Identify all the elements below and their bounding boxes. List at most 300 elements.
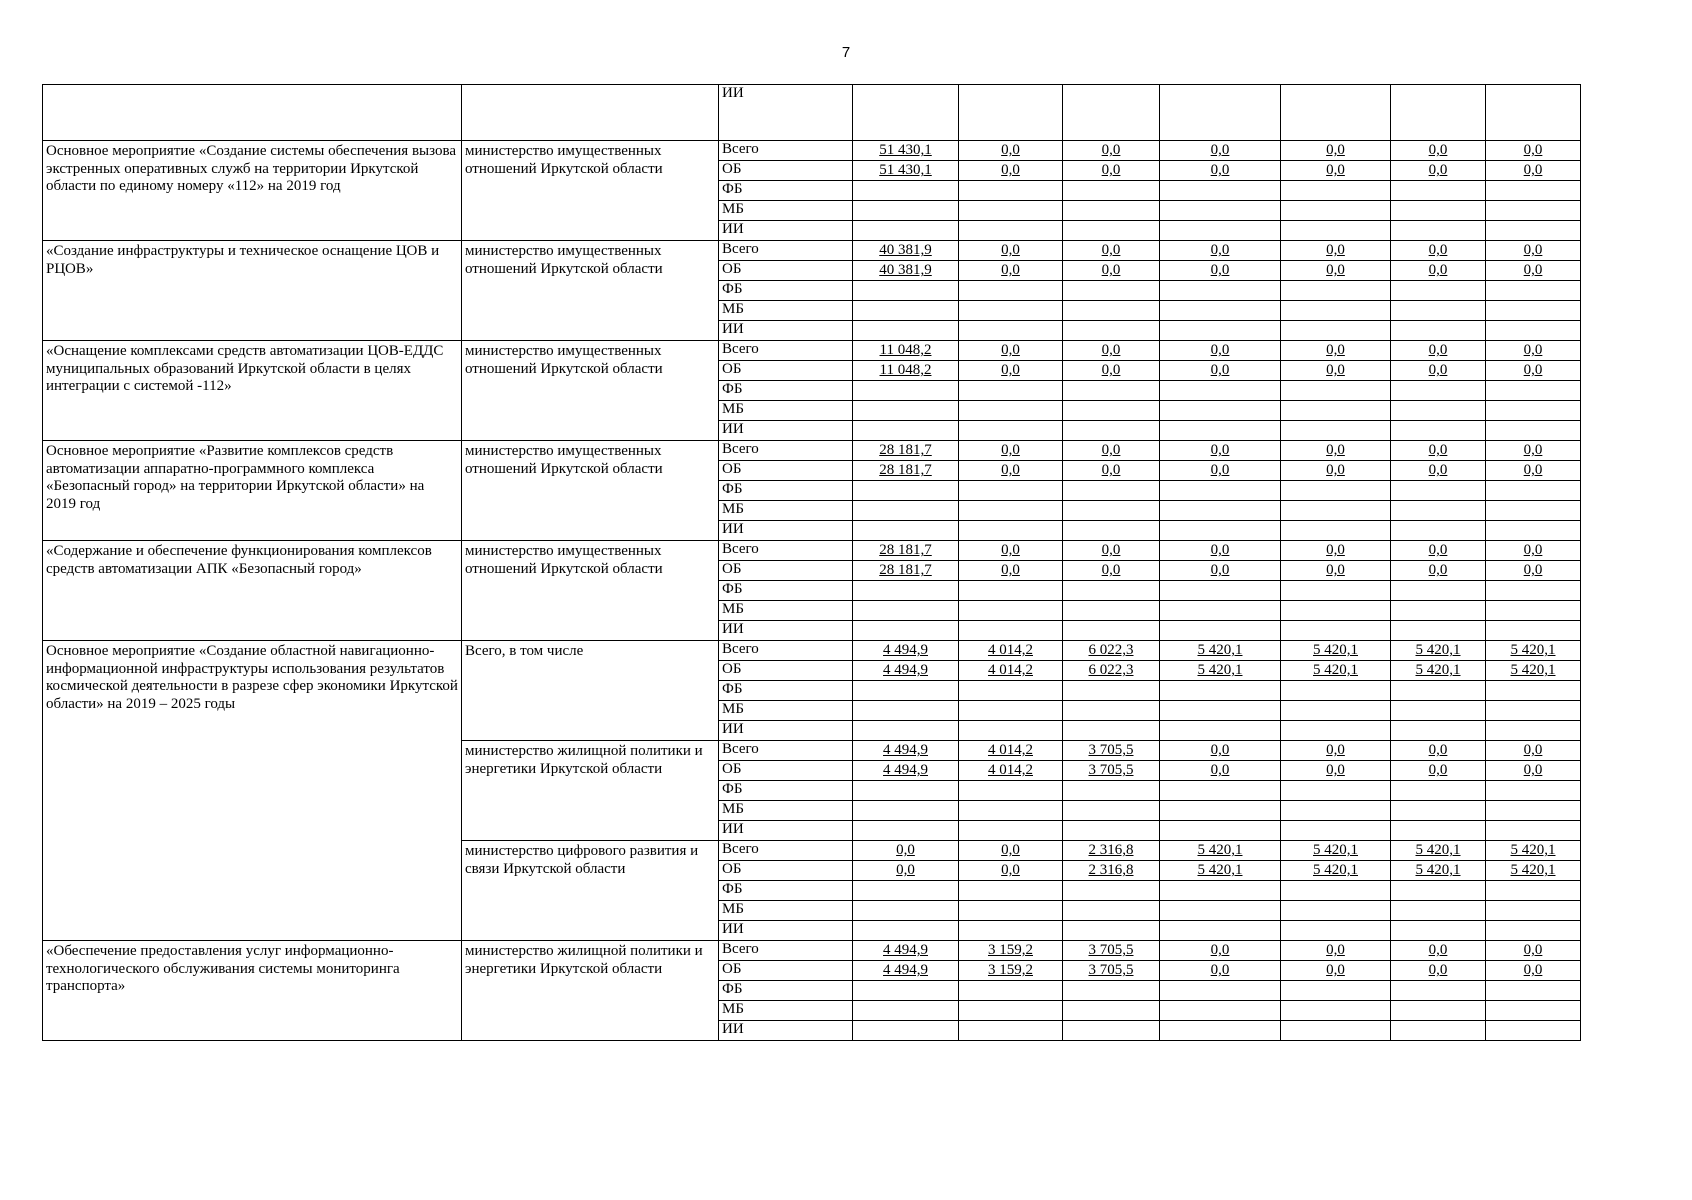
value-cell: [1160, 581, 1281, 601]
value-cell: 0,0: [1160, 261, 1281, 281]
value-cell: 51 430,1: [853, 161, 959, 181]
value-cell: [853, 85, 959, 141]
value-cell: [1391, 901, 1486, 921]
activity-cell: [43, 85, 462, 141]
value-cell: [1160, 421, 1281, 441]
value-cell: 0,0: [1281, 541, 1391, 561]
source-label: ИИ: [719, 521, 853, 541]
value-cell: 0,0: [1486, 361, 1581, 381]
value-cell: [1160, 521, 1281, 541]
source-label: Всего: [719, 241, 853, 261]
value-cell: 40 381,9: [853, 261, 959, 281]
value-cell: [1391, 621, 1486, 641]
source-label: Всего: [719, 441, 853, 461]
value-cell: [853, 1021, 959, 1041]
value-cell: [1281, 501, 1391, 521]
value-cell: [959, 401, 1063, 421]
value-cell: [853, 821, 959, 841]
value-cell: 0,0: [1281, 161, 1391, 181]
value-cell: [1391, 981, 1486, 1001]
value-cell: 0,0: [1160, 441, 1281, 461]
value-cell: [1391, 481, 1486, 501]
value-cell: 3 705,5: [1063, 941, 1160, 961]
value-cell: [959, 721, 1063, 741]
value-cell: [959, 481, 1063, 501]
value-cell: 11 048,2: [853, 361, 959, 381]
table-row: [43, 941, 1581, 961]
value-cell: 0,0: [1281, 461, 1391, 481]
value-cell: 0,0: [1391, 161, 1486, 181]
value-cell: [959, 801, 1063, 821]
value-cell: 4 494,9: [853, 661, 959, 681]
value-cell: 28 181,7: [853, 441, 959, 461]
value-cell: [959, 601, 1063, 621]
value-cell: [959, 381, 1063, 401]
value-cell: 0,0: [1281, 141, 1391, 161]
value-cell: [1160, 901, 1281, 921]
value-cell: 5 420,1: [1486, 861, 1581, 881]
value-cell: [1160, 781, 1281, 801]
table-row: [43, 141, 1581, 161]
value-cell: 0,0: [1063, 561, 1160, 581]
table-row: [43, 641, 1581, 661]
value-cell: [1063, 221, 1160, 241]
value-cell: [959, 85, 1063, 141]
executor-name: министерство жилищной политики и энергетики Иркутской области: [462, 941, 719, 1041]
value-cell: [1391, 801, 1486, 821]
value-cell: 0,0: [1486, 541, 1581, 561]
value-cell: 0,0: [1391, 341, 1486, 361]
value-cell: [1486, 801, 1581, 821]
value-cell: [1063, 801, 1160, 821]
value-cell: 0,0: [1486, 561, 1581, 581]
value-cell: [959, 681, 1063, 701]
value-cell: 0,0: [1391, 441, 1486, 461]
value-cell: 0,0: [1486, 241, 1581, 261]
value-cell: 0,0: [1391, 461, 1486, 481]
value-cell: 0,0: [1486, 461, 1581, 481]
value-cell: [1160, 301, 1281, 321]
value-cell: [853, 521, 959, 541]
source-label: МБ: [719, 401, 853, 421]
source-label: ОБ: [719, 261, 853, 281]
value-cell: [853, 221, 959, 241]
value-cell: 28 181,7: [853, 561, 959, 581]
value-cell: 5 420,1: [1391, 861, 1486, 881]
value-cell: [1281, 721, 1391, 741]
value-cell: 0,0: [1063, 541, 1160, 561]
source-label: МБ: [719, 301, 853, 321]
value-cell: [1486, 201, 1581, 221]
value-cell: [1160, 281, 1281, 301]
source-label: ФБ: [719, 781, 853, 801]
value-cell: 4 494,9: [853, 741, 959, 761]
value-cell: 0,0: [1063, 341, 1160, 361]
value-cell: [1063, 1001, 1160, 1021]
value-cell: [1281, 901, 1391, 921]
value-cell: 0,0: [1281, 361, 1391, 381]
value-cell: [1486, 1001, 1581, 1021]
value-cell: [1486, 281, 1581, 301]
value-cell: [959, 221, 1063, 241]
value-cell: [1281, 621, 1391, 641]
value-cell: 0,0: [1281, 961, 1391, 981]
value-cell: [1160, 1001, 1281, 1021]
value-cell: [1486, 85, 1581, 141]
value-cell: [959, 281, 1063, 301]
value-cell: [959, 701, 1063, 721]
value-cell: [1160, 701, 1281, 721]
value-cell: [853, 1001, 959, 1021]
value-cell: [1160, 981, 1281, 1001]
value-cell: 0,0: [1486, 741, 1581, 761]
value-cell: [1063, 281, 1160, 301]
value-cell: [853, 881, 959, 901]
value-cell: [1160, 801, 1281, 821]
value-cell: [1486, 781, 1581, 801]
executor-name: министерство жилищной политики и энергетики Иркутской области: [462, 741, 719, 841]
value-cell: [959, 821, 1063, 841]
value-cell: 0,0: [1160, 161, 1281, 181]
value-cell: [1281, 821, 1391, 841]
value-cell: [853, 481, 959, 501]
value-cell: [1063, 821, 1160, 841]
value-cell: 40 381,9: [853, 241, 959, 261]
value-cell: [1281, 521, 1391, 541]
value-cell: [1160, 85, 1281, 141]
value-cell: [1281, 801, 1391, 821]
value-cell: 4 014,2: [959, 641, 1063, 661]
value-cell: [1391, 781, 1486, 801]
value-cell: 0,0: [1160, 141, 1281, 161]
source-label: МБ: [719, 701, 853, 721]
value-cell: [1063, 901, 1160, 921]
value-cell: [1063, 381, 1160, 401]
table-row: [43, 541, 1581, 561]
value-cell: [1160, 321, 1281, 341]
source-label: ОБ: [719, 461, 853, 481]
source-label: МБ: [719, 901, 853, 921]
source-label: ФБ: [719, 381, 853, 401]
value-cell: [1063, 981, 1160, 1001]
value-cell: 0,0: [1391, 741, 1486, 761]
source-label: ИИ: [719, 721, 853, 741]
value-cell: 5 420,1: [1281, 661, 1391, 681]
value-cell: [1160, 621, 1281, 641]
value-cell: 0,0: [1281, 741, 1391, 761]
value-cell: 3 159,2: [959, 961, 1063, 981]
value-cell: [1160, 881, 1281, 901]
value-cell: [1391, 821, 1486, 841]
value-cell: 5 420,1: [1160, 861, 1281, 881]
value-cell: 5 420,1: [1486, 661, 1581, 681]
value-cell: 0,0: [853, 861, 959, 881]
activity-name: «Содержание и обеспечение функционирования комплексов средств автоматизации АПК «Безопасный город»: [43, 541, 462, 641]
value-cell: 0,0: [1160, 961, 1281, 981]
value-cell: [1160, 481, 1281, 501]
value-cell: 0,0: [1281, 441, 1391, 461]
value-cell: [1281, 701, 1391, 721]
source-label: ИИ: [719, 421, 853, 441]
value-cell: [959, 621, 1063, 641]
value-cell: 51 430,1: [853, 141, 959, 161]
value-cell: [1160, 921, 1281, 941]
value-cell: [1160, 1021, 1281, 1041]
value-cell: [1391, 601, 1486, 621]
value-cell: [1391, 521, 1486, 541]
value-cell: [959, 1021, 1063, 1041]
source-label: Всего: [719, 641, 853, 661]
value-cell: [1281, 481, 1391, 501]
value-cell: [959, 581, 1063, 601]
value-cell: [1486, 521, 1581, 541]
value-cell: [1160, 381, 1281, 401]
value-cell: [1281, 401, 1391, 421]
value-cell: [1063, 181, 1160, 201]
value-cell: [1281, 1021, 1391, 1041]
value-cell: 0,0: [959, 541, 1063, 561]
value-cell: [853, 801, 959, 821]
source-label: ФБ: [719, 981, 853, 1001]
executor-name: министерство имущественных отношений Иркутской области: [462, 241, 719, 341]
value-cell: 0,0: [1063, 461, 1160, 481]
source-label: ФБ: [719, 281, 853, 301]
value-cell: [959, 301, 1063, 321]
value-cell: [1063, 501, 1160, 521]
value-cell: 0,0: [1486, 441, 1581, 461]
value-cell: 0,0: [1391, 241, 1486, 261]
value-cell: 0,0: [1486, 341, 1581, 361]
value-cell: [1281, 681, 1391, 701]
value-cell: 0,0: [1160, 461, 1281, 481]
value-cell: 28 181,7: [853, 541, 959, 561]
value-cell: 5 420,1: [1160, 641, 1281, 661]
value-cell: 5 420,1: [1281, 641, 1391, 661]
value-cell: [1281, 781, 1391, 801]
value-cell: [1391, 201, 1486, 221]
value-cell: [959, 881, 1063, 901]
value-cell: 0,0: [959, 161, 1063, 181]
value-cell: [959, 501, 1063, 521]
value-cell: [959, 521, 1063, 541]
value-cell: [1063, 881, 1160, 901]
table-row: [43, 441, 1581, 461]
value-cell: 4 494,9: [853, 961, 959, 981]
value-cell: [1160, 401, 1281, 421]
value-cell: [1391, 421, 1486, 441]
value-cell: [959, 181, 1063, 201]
value-cell: 0,0: [1160, 361, 1281, 381]
value-cell: 0,0: [1486, 141, 1581, 161]
value-cell: [1281, 201, 1391, 221]
value-cell: 0,0: [1063, 261, 1160, 281]
value-cell: [1391, 301, 1486, 321]
value-cell: [1063, 621, 1160, 641]
value-cell: 5 420,1: [1486, 641, 1581, 661]
value-cell: [1486, 601, 1581, 621]
value-cell: 0,0: [1486, 961, 1581, 981]
continuation-row: [43, 85, 1581, 141]
value-cell: [853, 421, 959, 441]
value-cell: 0,0: [1160, 241, 1281, 261]
source-label: МБ: [719, 801, 853, 821]
value-cell: [1391, 881, 1486, 901]
value-cell: [853, 601, 959, 621]
source-label: ОБ: [719, 561, 853, 581]
value-cell: 5 420,1: [1160, 661, 1281, 681]
value-cell: [1391, 501, 1486, 521]
value-cell: 3 705,5: [1063, 741, 1160, 761]
value-cell: [1486, 581, 1581, 601]
value-cell: 4 494,9: [853, 761, 959, 781]
value-cell: 0,0: [1063, 141, 1160, 161]
value-cell: 0,0: [1281, 761, 1391, 781]
value-cell: 0,0: [1391, 361, 1486, 381]
source-label: МБ: [719, 201, 853, 221]
value-cell: [853, 401, 959, 421]
executor-name: министерство имущественных отношений Иркутской области: [462, 141, 719, 241]
value-cell: [1281, 301, 1391, 321]
value-cell: [1486, 681, 1581, 701]
value-cell: [1391, 701, 1486, 721]
activity-name: Основное мероприятие «Создание областной навигационно-информационной инфраструктуры использования результатов космической деятельности в разрезе сфер экономики Иркутской области» на 2019 – 2025 годы: [43, 641, 462, 941]
value-cell: [1281, 421, 1391, 441]
value-cell: 6 022,3: [1063, 641, 1160, 661]
value-cell: 28 181,7: [853, 461, 959, 481]
value-cell: [1281, 981, 1391, 1001]
value-cell: [1281, 221, 1391, 241]
source-label: ФБ: [719, 881, 853, 901]
source-label: Всего: [719, 341, 853, 361]
source-label: Всего: [719, 741, 853, 761]
source-label: Всего: [719, 841, 853, 861]
value-cell: [1391, 721, 1486, 741]
value-cell: 0,0: [1160, 561, 1281, 581]
value-cell: [1281, 1001, 1391, 1021]
value-cell: [1063, 321, 1160, 341]
value-cell: [853, 581, 959, 601]
source-label: МБ: [719, 601, 853, 621]
source-label: Всего: [719, 941, 853, 961]
value-cell: 5 420,1: [1281, 841, 1391, 861]
value-cell: 0,0: [1391, 541, 1486, 561]
executor-name: министерство имущественных отношений Иркутской области: [462, 441, 719, 541]
source-label: ОБ: [719, 661, 853, 681]
value-cell: 0,0: [1063, 161, 1160, 181]
value-cell: 5 420,1: [1281, 861, 1391, 881]
value-cell: 0,0: [959, 141, 1063, 161]
value-cell: [853, 981, 959, 1001]
source-label: ИИ: [719, 1021, 853, 1041]
value-cell: [1281, 85, 1391, 141]
value-cell: 4 494,9: [853, 941, 959, 961]
activity-name: «Оснащение комплексами средств автоматизации ЦОВ-ЕДДС муниципальных образований Иркутской области в целях интеграции с системой -112»: [43, 341, 462, 441]
value-cell: [853, 621, 959, 641]
source-label: ОБ: [719, 761, 853, 781]
value-cell: 5 420,1: [1486, 841, 1581, 861]
value-cell: 5 420,1: [1391, 661, 1486, 681]
value-cell: [1391, 1021, 1486, 1041]
value-cell: [1391, 401, 1486, 421]
value-cell: 0,0: [1391, 941, 1486, 961]
value-cell: [1486, 981, 1581, 1001]
value-cell: [1063, 701, 1160, 721]
value-cell: [1063, 481, 1160, 501]
value-cell: [1486, 821, 1581, 841]
value-cell: [1486, 321, 1581, 341]
executor-name: Всего, в том числе: [462, 641, 719, 741]
source-label: ФБ: [719, 681, 853, 701]
value-cell: [1160, 501, 1281, 521]
value-cell: 3 705,5: [1063, 761, 1160, 781]
value-cell: 0,0: [1391, 961, 1486, 981]
source-label: ОБ: [719, 361, 853, 381]
executor-name: министерство имущественных отношений Иркутской области: [462, 541, 719, 641]
value-cell: [1486, 301, 1581, 321]
value-cell: [1281, 881, 1391, 901]
value-cell: [959, 921, 1063, 941]
budget-table: [42, 84, 1581, 1041]
value-cell: [853, 321, 959, 341]
value-cell: 0,0: [959, 841, 1063, 861]
source-label: ОБ: [719, 961, 853, 981]
value-cell: 0,0: [1160, 941, 1281, 961]
value-cell: [1281, 281, 1391, 301]
value-cell: 0,0: [1160, 341, 1281, 361]
value-cell: 0,0: [1160, 741, 1281, 761]
value-cell: [1063, 781, 1160, 801]
value-cell: [1160, 821, 1281, 841]
value-cell: [1281, 581, 1391, 601]
value-cell: 0,0: [1160, 541, 1281, 561]
value-cell: [853, 181, 959, 201]
value-cell: [959, 201, 1063, 221]
source-label: ФБ: [719, 581, 853, 601]
value-cell: [1160, 721, 1281, 741]
value-cell: [1063, 521, 1160, 541]
value-cell: [1486, 221, 1581, 241]
value-cell: 3 705,5: [1063, 961, 1160, 981]
value-cell: [1486, 701, 1581, 721]
value-cell: 0,0: [1486, 161, 1581, 181]
value-cell: 2 316,8: [1063, 841, 1160, 861]
value-cell: 4 494,9: [853, 641, 959, 661]
value-cell: [853, 721, 959, 741]
activity-name: Основное мероприятие «Развитие комплексов средств автоматизации аппаратно-программного комплекса «Безопасный город» на территории Иркутской области» на 2019 год: [43, 441, 462, 541]
value-cell: [959, 981, 1063, 1001]
value-cell: 0,0: [959, 361, 1063, 381]
value-cell: 11 048,2: [853, 341, 959, 361]
value-cell: [1063, 1021, 1160, 1041]
value-cell: 3 159,2: [959, 941, 1063, 961]
value-cell: 0,0: [1391, 561, 1486, 581]
value-cell: [853, 701, 959, 721]
value-cell: [1486, 421, 1581, 441]
table-body: [43, 85, 1581, 1041]
value-cell: [1063, 601, 1160, 621]
value-cell: 0,0: [959, 561, 1063, 581]
value-cell: 0,0: [1281, 561, 1391, 581]
value-cell: [1486, 621, 1581, 641]
value-cell: 0,0: [1391, 761, 1486, 781]
source-label: ИИ: [719, 821, 853, 841]
value-cell: [1486, 721, 1581, 741]
value-cell: [1486, 881, 1581, 901]
value-cell: [1063, 301, 1160, 321]
value-cell: [959, 1001, 1063, 1021]
value-cell: [853, 201, 959, 221]
value-cell: [1281, 601, 1391, 621]
